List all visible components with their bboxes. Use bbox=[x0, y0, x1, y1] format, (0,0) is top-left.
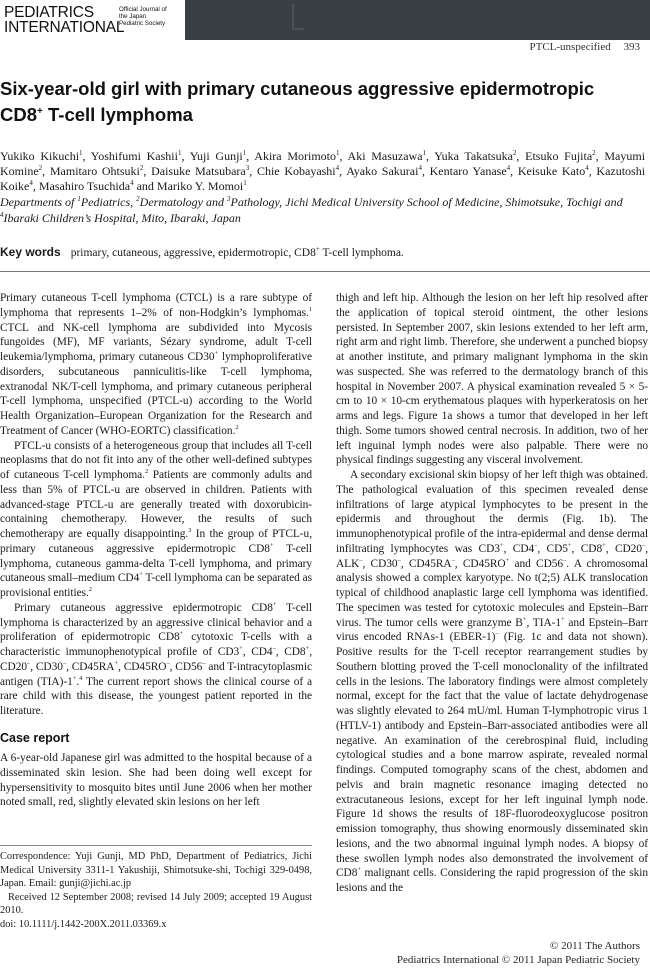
superscript: – bbox=[495, 630, 499, 638]
author-affiliation-mark: 1 bbox=[243, 179, 247, 187]
author-affiliation-mark: 4 bbox=[335, 164, 340, 172]
text-run: T-cell lymphoma can be separated as provisional entities. bbox=[0, 572, 312, 599]
text-run: , CD8 bbox=[275, 646, 306, 658]
text-run: , CD4 bbox=[242, 646, 273, 658]
body-paragraph bbox=[336, 291, 648, 468]
text-run: malignant cells. Considering the rapid progression of the skin lesions and the bbox=[336, 867, 648, 894]
text-run: and T-intracytoplasmic antigen (TIA)-1 bbox=[0, 660, 312, 688]
superscript: 2 bbox=[88, 586, 92, 594]
author-name: Masahiro Tsuchida bbox=[38, 179, 131, 193]
superscript: + bbox=[505, 556, 510, 564]
text-run: and CD56 bbox=[509, 557, 564, 570]
author-name: Mamitaro Ohtsuki bbox=[49, 164, 140, 178]
text-run: . A chromosomal analysis showed a complex karyotype. No t(2;5) ALK translocation typical of childhood anaplastic large cell lymphoma was identified. The specimen was tested for cytotoxic molecules and Epstein–Barr virus. The tumor cells were granzyme B bbox=[336, 557, 648, 629]
text-run: lymphoproliferative disorders, subcutaneous panniculitis-like T-cell lymphoma, extranodal NK/T-cell lymphoma, and primary cutaneous peripheral T-cell lymphoma, unspecified (PTCL-u) according to the World Health Organization–European Organization for the Research and Treatment of Cancer (WHO-EORTC) classification. bbox=[0, 351, 312, 437]
superscript: 2 bbox=[235, 423, 239, 431]
affiliation-mark: 1 bbox=[77, 195, 81, 203]
author-affiliation-mark: 1 bbox=[177, 149, 182, 157]
text-run: Patients are commonly adults and less than 5% of PTCL-u are observed in children. Patients with advanced-stage PTCL-u are generally treated with doxorubicin-containing chemotherapy. However, the results of such chemotherapy are equally disappointing. bbox=[0, 469, 312, 540]
copyright-society: Pediatrics International © 2011 Japan Pediatric Society bbox=[396, 954, 640, 966]
author-affiliation-mark: 2 bbox=[38, 164, 43, 172]
text-run: Primary cutaneous T-cell lymphoma (CTCL) is a rare subtype of lymphoma that represents 1–2% of non-Hodgkin’s lymphomas. bbox=[0, 292, 312, 319]
header-decoration bbox=[292, 4, 304, 30]
superscript: + bbox=[522, 615, 527, 623]
author-affiliation-mark: 1 bbox=[242, 149, 247, 157]
author-affiliation-mark: 4 bbox=[29, 179, 33, 187]
affiliations bbox=[0, 195, 645, 226]
author-name: Etsuko Fujita bbox=[525, 149, 593, 163]
article-title bbox=[0, 76, 640, 128]
superscript: + bbox=[214, 350, 219, 358]
keywords-sup: + bbox=[315, 245, 320, 254]
footnote-divider bbox=[0, 845, 312, 846]
author-affiliation-mark: 1 bbox=[422, 149, 427, 157]
superscript: – bbox=[359, 556, 363, 564]
journal-header-band bbox=[0, 0, 650, 40]
superscript: – bbox=[563, 556, 567, 564]
author-name: Mayumi Komine bbox=[0, 149, 646, 178]
running-head-label: PTCL-unspecified bbox=[529, 41, 611, 53]
text-run: , CD45RO bbox=[454, 557, 506, 570]
author-name: Mariko Y. Momoi bbox=[156, 179, 244, 193]
author-name: Keisuke Kato bbox=[517, 164, 586, 178]
author-affiliation-mark: 4 bbox=[506, 164, 511, 172]
text-run: , CD8 bbox=[571, 542, 603, 555]
text-run: , CD20 bbox=[605, 542, 642, 555]
author-affiliation-mark: 1 bbox=[335, 149, 340, 157]
author-affiliation-mark: 2 bbox=[512, 149, 517, 157]
text-run: A secondary excisional skin biopsy of her left thigh was obtained. The pathological evaluation of this specimen revealed dense infiltrations of large atypical lymphocytes to be present in the epidermis and throughout the dermis (Fig. 1b). The immunophenotypical profile of the intra-epidermal and dense dermal infiltrating lymphocytes was CD3 bbox=[336, 469, 648, 555]
author-name: Kentaro Yanase bbox=[429, 164, 507, 178]
text-run: Primary cutaneous aggressive epidermotropic CD8 bbox=[14, 601, 273, 614]
superscript: + bbox=[567, 541, 572, 549]
author-affiliation-mark: 3 bbox=[245, 164, 250, 172]
text-run: T-cell lymphoma is characterized by an aggressive clinical behavior and a proliferation of epidermotropic CD8 bbox=[0, 601, 312, 644]
page-footer bbox=[397, 939, 640, 967]
superscript: + bbox=[179, 630, 184, 638]
author-name: Kazutoshi Koike bbox=[0, 164, 646, 193]
superscript: + bbox=[272, 600, 277, 608]
keywords-divider bbox=[0, 271, 650, 272]
text-run: (Fig. 1c and data not shown). Positive results for the T-cell receptor rearrangement studies by Southern blotting proved the T-cell monoclonality of the infiltrated cells in the lesions. The laboratory findings were almost completely normal, except for the fact that the value of lactate dehydrogenase was slightly elevated to 264 mU/ml. Human T-lymphotropic virus 1 (HTLV-1) antibody and Epstein–Barr-associated antibodies were all negative. An examination of the cerebrospinal fluid, including cytological studies and a bone marrow aspirate, revealed normal findings. Computed tomography scans of the chest, abdomen and pelvis and brain magnetic resonance imaging detected no extracutaneous lesions, except for her left inguinal lymph node. Figure 1d shows the results of 18F-fluorodeoxyglucose positron emission tomography, thus showing enormously disseminated skin lesions, and the two abnormal inguinal lymph nodes. A biopsy of these swollen lymph nodes also demonstrated the involvement of CD8 bbox=[336, 631, 648, 880]
author-affiliation-mark: 1 bbox=[79, 149, 83, 157]
author-affiliation-mark: 2 bbox=[139, 164, 144, 172]
journal-logo bbox=[0, 0, 186, 40]
text-run: , CD45RA bbox=[400, 557, 452, 570]
text-run: T-cell lymphoma, cutaneous gamma-delta T-cell lymphoma, and primary cutaneous small–medium CD4 bbox=[0, 542, 313, 585]
text-run: , CD30 bbox=[30, 660, 63, 673]
text-run: The current report shows the clinical course of a rare child with this disease, the youngest patient reported in the literature. bbox=[0, 675, 312, 717]
superscript: + bbox=[269, 541, 274, 549]
text-run: , CD56 bbox=[169, 660, 203, 673]
text-run: , CD30 bbox=[362, 557, 398, 570]
body-column-right bbox=[336, 291, 648, 896]
superscript: + bbox=[239, 645, 243, 653]
superscript: – bbox=[166, 659, 170, 667]
journal-name: PEDIATRICS INTERNATIONAL bbox=[4, 4, 125, 36]
superscript: – bbox=[534, 541, 538, 549]
keywords-text-end: T-cell lymphoma. bbox=[319, 247, 404, 259]
doi-note: doi: 10.1111/j.1442-200X.2011.03369.x bbox=[0, 918, 167, 930]
author-name: Yoshifumi Kashii bbox=[90, 149, 178, 163]
author-name: Akira Morimoto bbox=[254, 149, 336, 163]
section-heading-case-report: Case report bbox=[0, 731, 70, 745]
author-name: Yukiko Kikuchi bbox=[0, 149, 80, 163]
article-title-sup: + bbox=[37, 105, 43, 117]
affiliation-mark: 2 bbox=[136, 195, 140, 203]
keywords bbox=[0, 245, 645, 261]
superscript: + bbox=[72, 674, 77, 682]
affiliation-mark: 3 bbox=[226, 195, 231, 203]
affiliation-prefix: Departments of bbox=[0, 195, 78, 209]
running-head bbox=[519, 41, 640, 53]
superscript: 4 bbox=[79, 674, 83, 682]
text-run: cytotoxic T-cells with a characteristic immunophenotypical profile of CD3 bbox=[0, 631, 312, 658]
author-affiliation-mark: 4 bbox=[130, 179, 134, 187]
text-run: PTCL-u consists of a heterogeneous group that includes all T-cell neoplasms that do not fit into any of the other well-defined subtypes of cutaneous T-cell lymphoma. bbox=[0, 439, 312, 481]
keywords-text: primary, cutaneous, aggressive, epidermotropic, CD8 bbox=[70, 247, 316, 259]
body-paragraph bbox=[0, 291, 312, 439]
text-run: , CD4 bbox=[503, 542, 535, 555]
text-run: In the group of PTCL-u, primary cutaneous aggressive epidermotropic CD8 bbox=[0, 528, 312, 555]
superscript: – bbox=[397, 556, 401, 564]
author-name: Chie Kobayashi bbox=[256, 164, 336, 178]
superscript: – bbox=[27, 659, 31, 667]
text-run: , TIA-1 bbox=[526, 616, 562, 629]
text-run: . bbox=[76, 675, 80, 688]
superscript: 2 bbox=[144, 468, 149, 476]
article-title-end: T-cell lymphoma bbox=[42, 104, 193, 125]
superscript: + bbox=[357, 866, 361, 874]
correspondence-note: Correspondence: Yuji Gunji, MD PhD, Department of Pediatrics, Jichi Medical University 3311-1 Yakushiji, Shimotsuke-shi, Tochigi 329-0498, Japan. Email: gunji@jichi.ac.jp bbox=[0, 851, 312, 889]
author-name: Aki Masuzawa bbox=[347, 149, 423, 163]
author-list: Yukiko Kikuchi$^1$, Yoshifumi Kashii$^1$, Yuji Gunji$^1$, Akira Morimoto$^1$, Aki Masuzawa$^1$, Yuka Takatsuka$^2$, Etsuko Fujita$^2$, Mayumi Komine$^2$, Mamitaro Ohtsuki$^2$, Daisuke Matsubara$^3$, Chie Kobayashi$^4$, Ayako Sakurai$^4$, Kentaro Yanase$^4$, Keisuke Kato$^4$, Kazutoshi Koike$^4$, Masahiro Tsuchida$^4$ and Mariko Y. Momoi$^1$ bbox=[0, 149, 646, 193]
author-affiliation-mark: 4 bbox=[418, 164, 422, 172]
text-run: , CD20 bbox=[0, 646, 313, 673]
body-paragraph bbox=[0, 601, 312, 719]
superscript: 3 bbox=[188, 527, 192, 535]
article-title-main: Six-year-old girl with primary cutaneous aggressive epidermotropic CD8 bbox=[0, 78, 595, 125]
author-affiliation-mark: 2 bbox=[592, 149, 596, 157]
affiliation-text: Pediatrics, bbox=[80, 195, 137, 209]
superscript: + bbox=[499, 541, 504, 549]
received-note: Received 12 September 2008; revised 14 July 2009; accepted 19 August 2010. bbox=[0, 891, 312, 916]
superscript: + bbox=[602, 541, 606, 549]
page-number: 393 bbox=[623, 41, 640, 53]
copyright-authors: © 2011 The Authors bbox=[550, 940, 640, 952]
body-paragraph bbox=[336, 468, 648, 896]
journal-tagline: Official Journal of the Japan Pediatric Society bbox=[119, 6, 167, 28]
author-name: Daisuke Matsubara bbox=[151, 164, 246, 178]
footnote bbox=[0, 850, 312, 931]
author-name: Yuka Takatsuka bbox=[434, 149, 513, 163]
superscript: + bbox=[561, 615, 565, 623]
author-affiliation-mark: 4 bbox=[585, 164, 589, 172]
text-run: , ALK bbox=[336, 542, 648, 570]
text-run: and Epstein–Barr virus encoded RNAs-1 (EBER-1) bbox=[336, 616, 648, 644]
case-report-text: A 6-year-old Japanese girl was admitted to the hospital because of a disseminated skin lesion. She had been doing well except for hypersensitivity to mosquito bites until June 2006 when her mother noted small, red, slightly elevated skin lesions on her left bbox=[0, 752, 312, 809]
superscript: – bbox=[272, 645, 276, 653]
affiliation-mark: 4 bbox=[0, 210, 4, 219]
body-column-left bbox=[0, 291, 312, 719]
affiliation-text: Ibaraki Children’s Hospital, Mito, Ibaraki, Japan bbox=[3, 210, 241, 225]
case-report-paragraph bbox=[0, 751, 312, 810]
text-run: , CD45RA bbox=[66, 660, 115, 673]
superscript: + bbox=[139, 571, 143, 579]
text-run: CTCL and NK-cell lymphoma are subdivided into Mycosis fungoides (MF), MF variants, Sézary syndrome, adult T-cell leukemia/lymphoma, primary cutaneous CD30 bbox=[0, 321, 312, 363]
author-name: Ayako Sakurai bbox=[346, 164, 419, 178]
keywords-label: Key words bbox=[0, 245, 61, 259]
superscript: + bbox=[305, 645, 310, 653]
text-run: thigh and left hip. Although the lesion on her left hip resolved after the application of topical steroid ointment, the other lesions persisted. In September 2007, skin lesions extended to her left arm, right arm and right limb. Therefore, she underwent a punched biopsy at another institute, and primary malignant lymphoma in the skin was suspected. She was referred to the dermatology branch of this hospital in November 2007. A physical examination revealed 5 × 5-cm to 10 × 10-cm erythematous plaques with hyperkeratosis on her arms and legs. Figure 1a shows a tumor that developed in her left thigh. Some tumors showed central necrosis. In addition, two of her left inguinal lymph nodes were also palpable. There were no physical findings suggesting any visceral involvement. bbox=[336, 292, 648, 467]
author-name: Yuji Gunji bbox=[189, 149, 243, 163]
superscript: – bbox=[451, 556, 455, 564]
superscript: – bbox=[62, 659, 67, 667]
superscript: + bbox=[114, 659, 119, 667]
affiliation-text: Dermatology and bbox=[139, 195, 227, 209]
affiliation-text: Pathology, Jichi Medical University School of Medicine, Shimotsuke, Tochigi and bbox=[230, 195, 623, 209]
superscript: 1 bbox=[308, 305, 312, 313]
text-run: , CD45RO bbox=[118, 660, 167, 673]
superscript: – bbox=[202, 659, 206, 667]
superscript: – bbox=[641, 541, 646, 549]
body-paragraph bbox=[0, 439, 312, 601]
text-run: , CD5 bbox=[537, 542, 568, 555]
